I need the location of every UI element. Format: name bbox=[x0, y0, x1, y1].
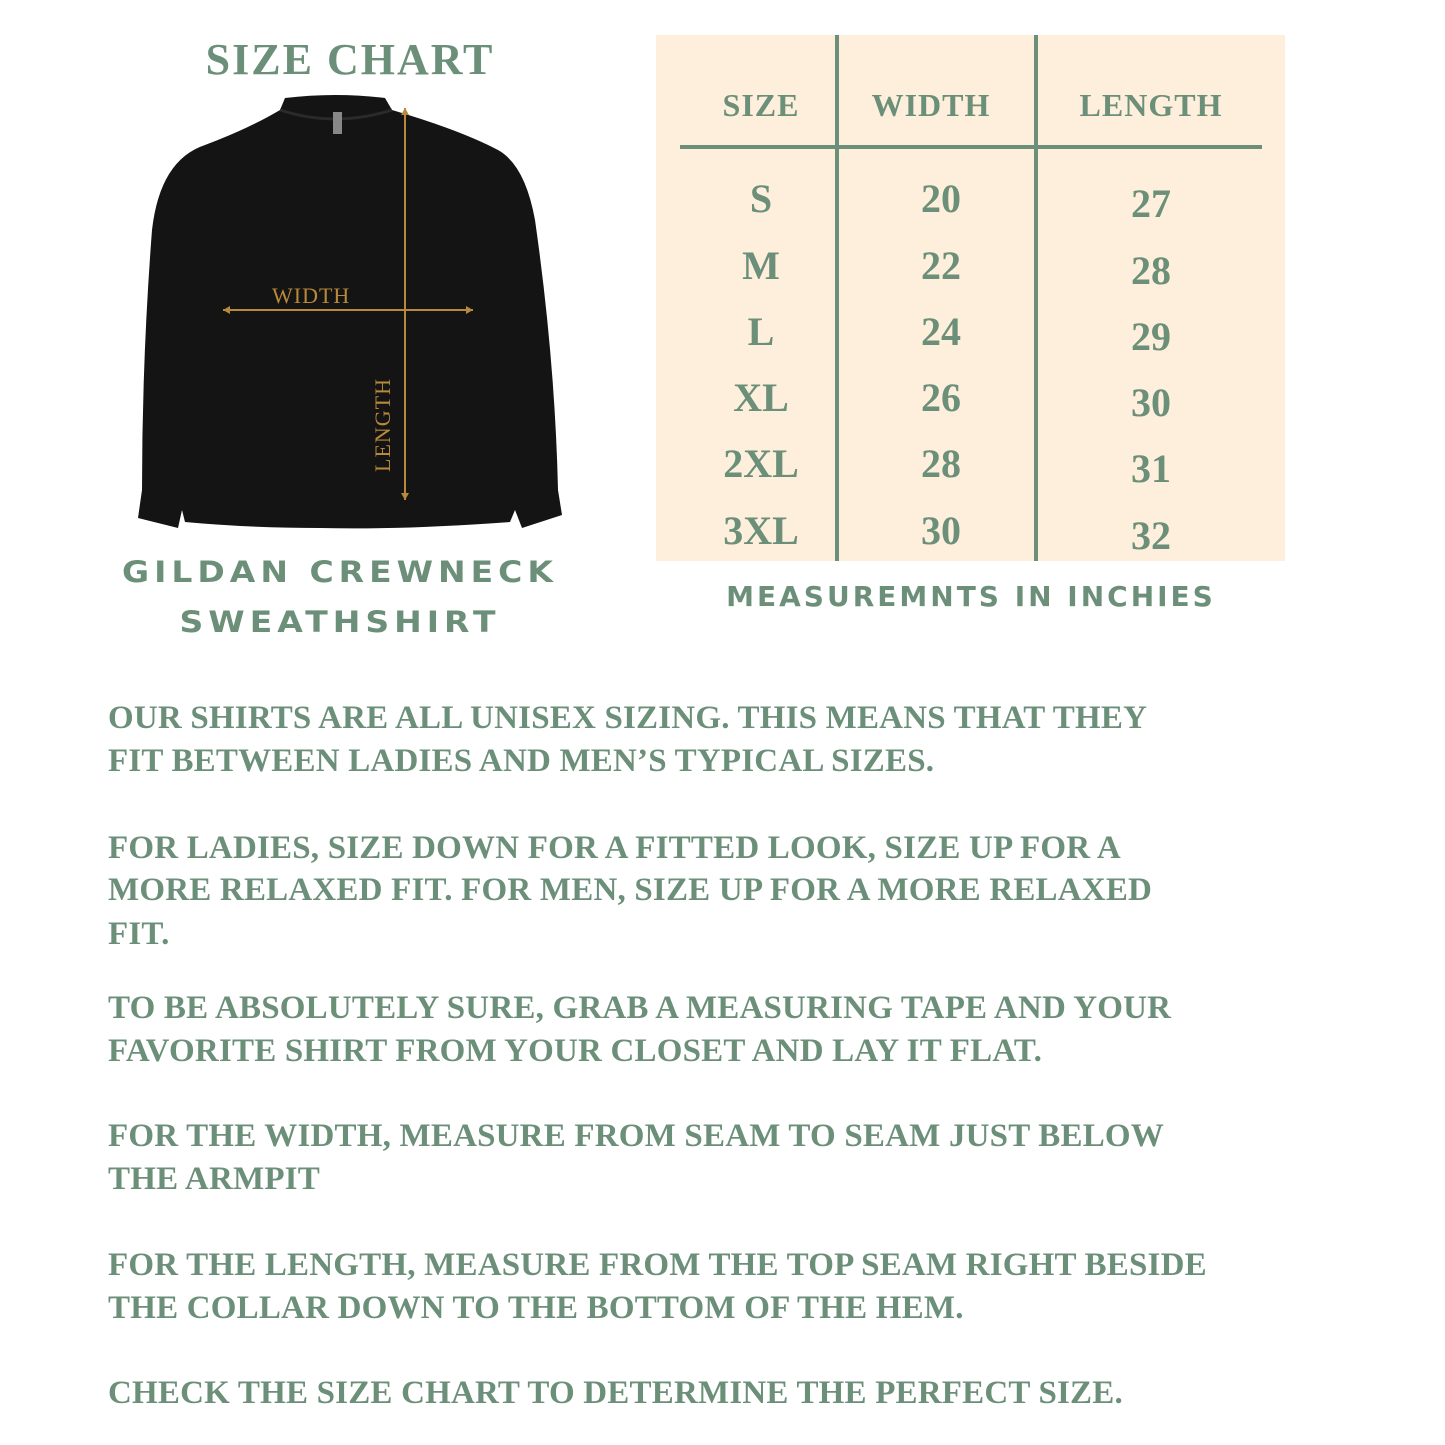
instruction-line: FIT. bbox=[108, 916, 170, 952]
shirt-tag bbox=[333, 112, 342, 134]
width-cell: 30 bbox=[921, 508, 961, 553]
instruction-line: THE ARMPIT bbox=[108, 1161, 320, 1197]
length-cell: 29 bbox=[1131, 314, 1171, 359]
instruction-line: MORE RELAXED FIT. FOR MEN, SIZE UP FOR A MORE RELAXED bbox=[108, 872, 1153, 908]
length-cell: 28 bbox=[1131, 248, 1171, 293]
size-cell: 3XL bbox=[723, 508, 799, 553]
instruction-line: FOR THE WIDTH, MEASURE FROM SEAM TO SEAM JUST BELOW bbox=[108, 1118, 1165, 1154]
size-cell: S bbox=[749, 176, 773, 221]
size-table bbox=[656, 35, 1285, 561]
length-cell: 32 bbox=[1131, 513, 1171, 558]
header-size: SIZE bbox=[722, 87, 800, 123]
length-cell: 31 bbox=[1131, 446, 1171, 491]
size-cell: L bbox=[747, 309, 775, 354]
instruction-line: OUR SHIRTS ARE ALL UNISEX SIZING. THIS MEANS THAT THEY bbox=[108, 700, 1148, 736]
measurement-note: MEASUREMNTS IN INCHIES bbox=[726, 580, 1216, 613]
page-title: SIZE CHART bbox=[205, 35, 495, 84]
header-width: WIDTH bbox=[871, 87, 991, 123]
instruction-line: THE COLLAR DOWN TO THE BOTTOM OF THE HEM. bbox=[108, 1290, 964, 1326]
instruction-line: TO BE ABSOLUTELY SURE, GRAB A MEASURING TAPE AND YOUR bbox=[108, 990, 1172, 1026]
width-cell: 22 bbox=[921, 243, 961, 288]
sweatshirt-diagram bbox=[130, 90, 570, 540]
size-cell: XL bbox=[733, 375, 789, 420]
width-cell: 20 bbox=[921, 176, 961, 221]
column-divider bbox=[1034, 35, 1038, 561]
instruction-line: FOR THE LENGTH, MEASURE FROM THE TOP SEAM RIGHT BESIDE bbox=[108, 1247, 1207, 1283]
instruction-line: FAVORITE SHIRT FROM YOUR CLOSET AND LAY IT FLAT. bbox=[108, 1033, 1043, 1069]
width-label: WIDTH bbox=[272, 283, 351, 308]
header-length: LENGTH bbox=[1079, 87, 1223, 123]
product-name-line2: SWEATHSHIRT bbox=[179, 603, 501, 640]
length-label: LENGTH bbox=[370, 378, 395, 472]
width-cell: 28 bbox=[921, 441, 961, 486]
size-cell: M bbox=[742, 243, 780, 288]
instruction-line: CHECK THE SIZE CHART TO DETERMINE THE PERFECT SIZE. bbox=[108, 1375, 1123, 1411]
header-divider bbox=[680, 145, 1262, 149]
width-cell: 24 bbox=[921, 309, 961, 354]
sweatshirt-image bbox=[138, 95, 562, 528]
length-cell: 27 bbox=[1131, 181, 1171, 226]
instruction-line: FIT BETWEEN LADIES AND MEN’S TYPICAL SIZES. bbox=[108, 743, 935, 779]
size-cell: 2XL bbox=[723, 441, 799, 486]
instruction-line: FOR LADIES, SIZE DOWN FOR A FITTED LOOK, SIZE UP FOR A bbox=[108, 830, 1121, 866]
width-cell: 26 bbox=[921, 375, 961, 420]
length-cell: 30 bbox=[1131, 380, 1171, 425]
product-name-line1: GILDAN CREWNECK bbox=[122, 553, 558, 590]
